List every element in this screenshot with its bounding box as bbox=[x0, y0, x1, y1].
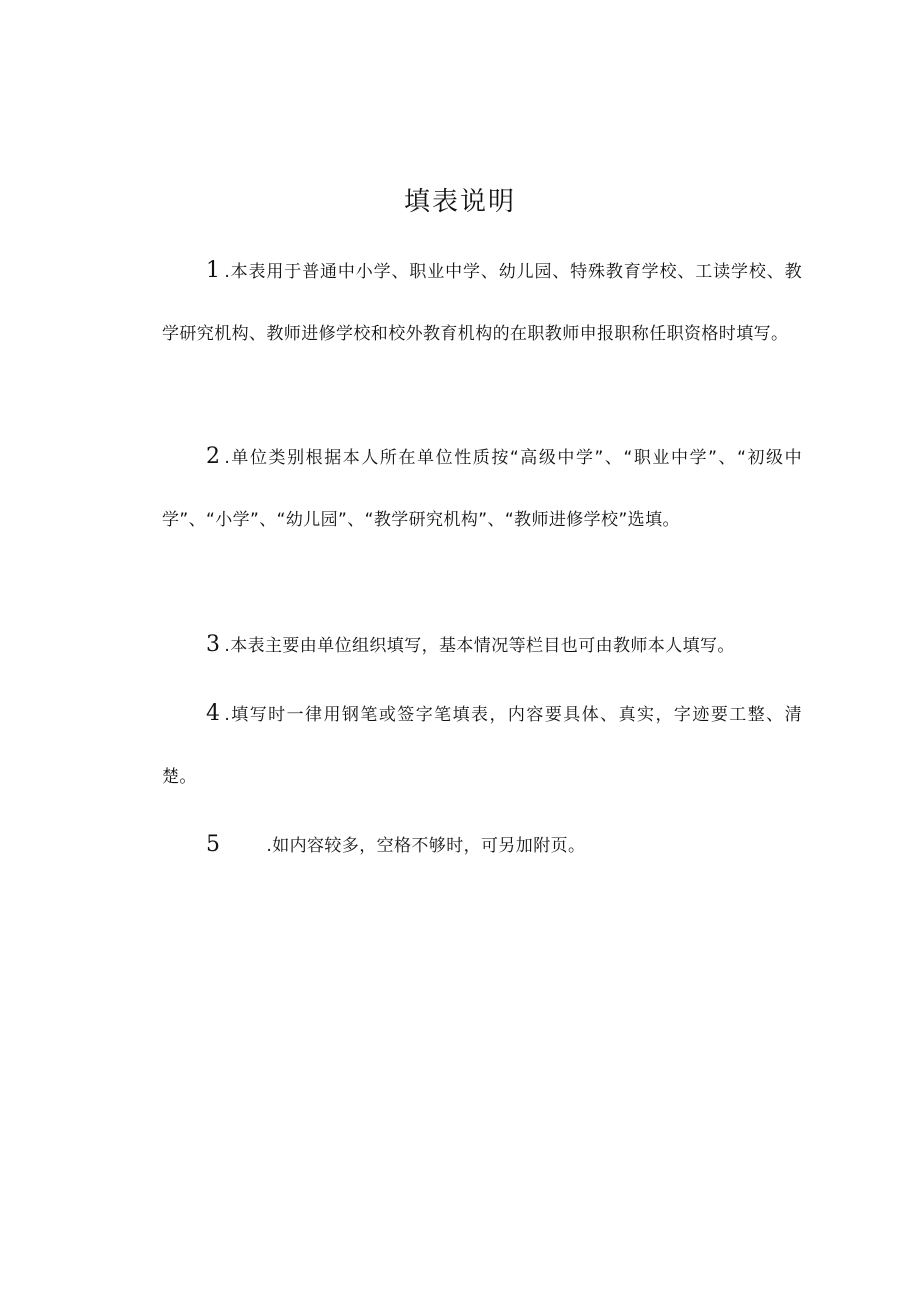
item-number: 5 bbox=[206, 832, 221, 857]
item-text: .填写时一律用钢笔或签字笔填表，内容要具体、真实，字迹要工整、清楚。 bbox=[162, 705, 802, 787]
item-text: .本表用于普通中小学、职业中学、幼儿园、特殊教育学校、工读学校、教学研究机构、教师进修学校和校外教育机构的在职教师申报职称任职资格时填写。 bbox=[162, 262, 802, 344]
item-number: 1 bbox=[206, 258, 221, 283]
page-title: 填表说明 bbox=[403, 187, 516, 217]
item-text: .单位类别根据本人所在单位性质按“高级中学”、“职业中学”、“初级中学”、“小学”、“幼儿园”、“教学研究机构”、“教师进修学校”选填。 bbox=[162, 448, 802, 530]
instruction-item-2 bbox=[162, 426, 802, 551]
instruction-item-1 bbox=[162, 240, 802, 365]
instruction-item-3 bbox=[162, 614, 802, 677]
item-number: 2 bbox=[206, 444, 221, 469]
item-number: 3 bbox=[206, 632, 221, 657]
instruction-item-4 bbox=[162, 683, 802, 808]
item-text: .本表主要由单位组织填写，基本情况等栏目也可由教师本人填写。 bbox=[224, 636, 735, 656]
item-number: 4 bbox=[206, 701, 221, 726]
item-text: .如内容较多，空格不够时，可另加附页。 bbox=[266, 836, 586, 856]
instruction-item-5 bbox=[162, 814, 802, 877]
